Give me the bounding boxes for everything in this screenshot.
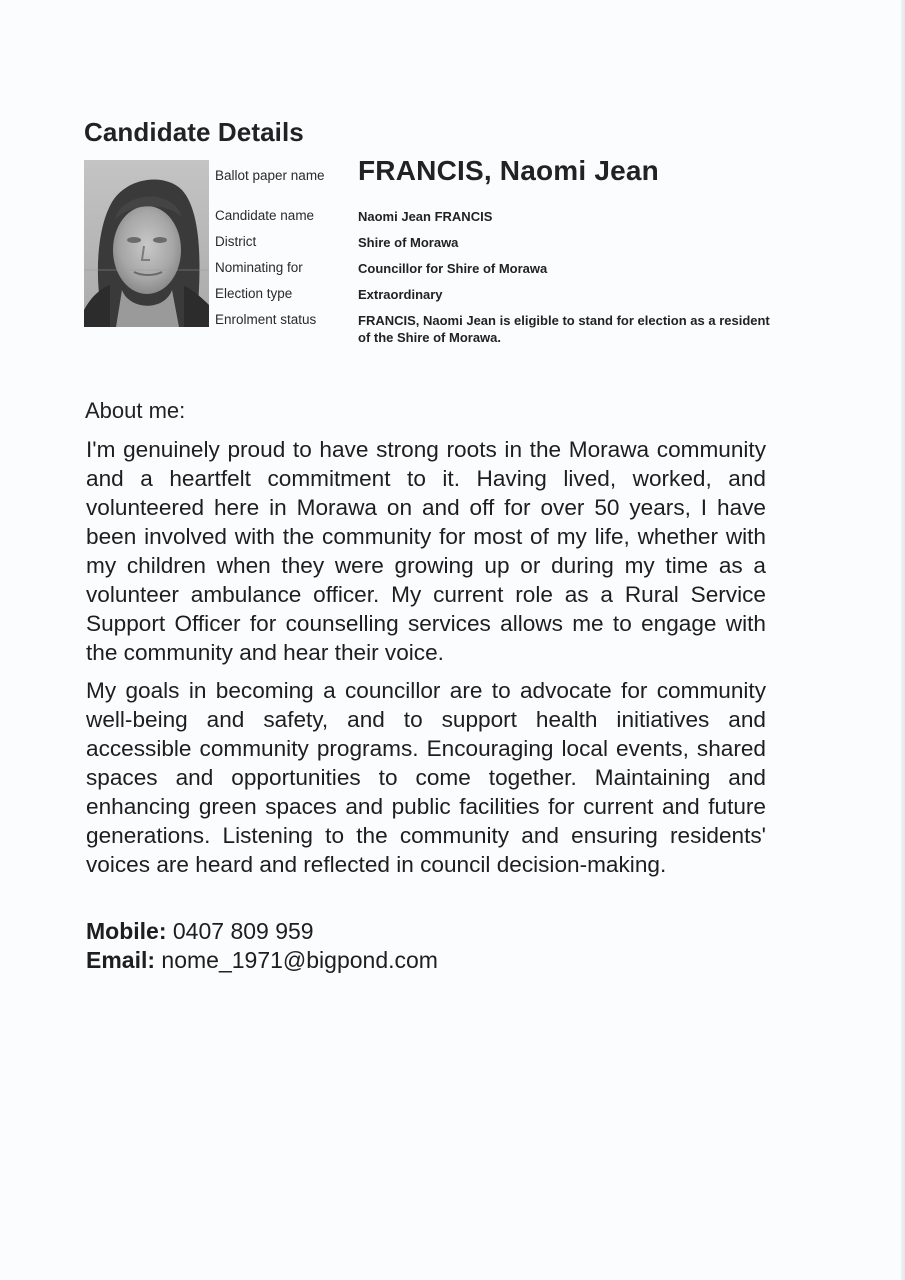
mobile-line: [86, 917, 438, 946]
about-text: My goals in becoming a councillor are to advocate for community well-being and safety, and to support health initiatives and accessible community programs. Encouraging local events, shared spaces and opportunities to come together. Maintaining and enhancing green spaces and public facilities for current and future generations. Listening to the community and ensuring residents' voices are heard and reflected in council decision-making.: [86, 678, 766, 877]
portrait-image-icon: [84, 160, 209, 327]
candidate-photo: [84, 160, 209, 327]
email-address: nome_1971@bigpond.com: [161, 947, 438, 973]
detail-label: Election type: [215, 286, 293, 301]
contact-info: [86, 917, 438, 975]
detail-label: Ballot paper name: [215, 168, 325, 183]
mobile-number: 0407 809 959: [172, 918, 314, 944]
ballot-paper-name: FRANCIS, Naomi Jean: [358, 155, 659, 186]
detail-value: Shire of Morawa: [358, 235, 459, 250]
detail-value: Extraordinary: [358, 287, 443, 302]
about-paragraph-1: [86, 435, 766, 667]
detail-label: Enrolment status: [215, 312, 317, 327]
about-paragraph-2: [86, 676, 766, 879]
about-heading: About me:: [85, 398, 186, 423]
detail-value: FRANCIS, Naomi Jean is eligible to stand for election as a resident of the Shire of Morawa.: [358, 313, 770, 345]
detail-label: Nominating for: [215, 260, 303, 275]
email-label: Email:: [86, 947, 156, 973]
about-text: I'm genuinely proud to have strong roots in the Morawa community and a heartfelt commitment to it. Having lived, worked, and volunteered here in Morawa on and off for over 50 years, I have been involved with the community for most of my life, whether with my children when they were growing up or during my time as a volunteer ambulance officer. My current role as a Rural Service Support Officer for counselling services allows me to engage with the community and hear their voice.: [86, 437, 766, 665]
detail-value: Councillor for Shire of Morawa: [358, 261, 548, 276]
detail-value: Naomi Jean FRANCIS: [358, 209, 493, 224]
mobile-label: Mobile:: [86, 918, 167, 944]
email-line: [86, 946, 438, 975]
detail-label: District: [215, 234, 257, 249]
page-edge: [901, 0, 905, 1280]
detail-label: Candidate name: [215, 208, 315, 223]
page-title: Candidate Details: [84, 117, 304, 147]
